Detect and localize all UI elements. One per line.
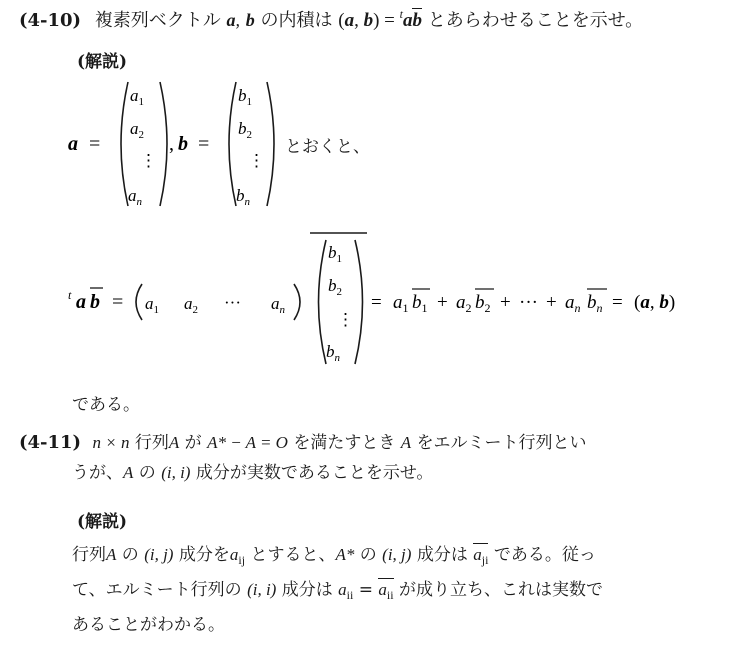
okuto-text: とおくと、	[285, 137, 370, 157]
matrix-A: A	[168, 433, 180, 452]
entry-b2: $b_2$	[328, 276, 342, 298]
subscript: ii	[346, 588, 354, 602]
statement-text: うが、	[72, 463, 123, 483]
index-ij: (i, j)	[382, 545, 412, 564]
paren-left	[121, 82, 128, 206]
paren-right	[294, 284, 300, 320]
paren-left	[136, 284, 142, 320]
statement-text: をエルミート行列とい	[416, 433, 587, 453]
vector-a: a	[226, 10, 236, 30]
vector-b-symbol: b	[90, 291, 100, 313]
entry-an: $a_n$	[128, 186, 142, 208]
equals-sign: =	[112, 291, 124, 313]
equals-sign: =	[89, 133, 101, 155]
text: の	[359, 545, 377, 565]
element-a: a	[378, 580, 387, 599]
row-a2: $a_2$	[184, 294, 198, 316]
equals-sign: =	[371, 292, 382, 313]
inner-product: (a, b) = $^t$ab	[338, 7, 422, 31]
row-an: $a_n$	[271, 294, 285, 316]
statement-text: とあらわせることを示せ。	[427, 10, 644, 31]
row-cdots: ···	[224, 293, 241, 312]
paren-left	[229, 82, 236, 206]
text: の	[121, 545, 139, 565]
entry-bn: $b_n$	[236, 186, 250, 208]
text: である。従っ	[493, 545, 596, 565]
entry-b1: $b_1$	[238, 86, 252, 108]
equals-sign: =	[198, 133, 210, 155]
term-b2: $b_2$	[475, 292, 491, 315]
element-a: a	[473, 545, 482, 564]
subscript: ij	[238, 553, 246, 567]
subscript: ii	[386, 588, 394, 602]
statement-line-1	[19, 428, 719, 458]
element-a: a	[338, 580, 347, 599]
explanation-label: (解説)	[77, 512, 128, 532]
subscript: ji	[481, 553, 489, 567]
index-ii: (i, i)	[247, 580, 277, 599]
matrix-size: n × n	[92, 433, 130, 452]
matrix-A: A	[400, 433, 412, 452]
problem-4-11-statement	[19, 428, 719, 488]
vector-a-symbol: a	[76, 291, 86, 313]
explanation-line-2	[72, 575, 722, 610]
statement-text: を満たすとき	[293, 433, 396, 453]
transpose-t: t	[68, 288, 72, 302]
matrix-A: A	[106, 545, 117, 564]
text: 成分は	[281, 580, 333, 600]
entry-bn: $b_n$	[326, 342, 340, 364]
term-a1: $a_1$	[393, 292, 409, 315]
statement-text: の内積は	[260, 10, 333, 31]
conjugate-aji	[473, 543, 488, 565]
row-a1: $a_1$	[145, 294, 159, 316]
paren-left	[319, 240, 327, 364]
conclusion-text: である。	[72, 395, 140, 415]
entry-a1: $a_1$	[130, 86, 144, 108]
vector-b: b	[245, 10, 255, 30]
problem-number: (4-10)	[19, 10, 82, 31]
problem-number: (4-11)	[19, 432, 82, 453]
conjugate-aii	[378, 578, 393, 600]
explanation-line-1	[72, 540, 722, 575]
entry-vdots: ⋮	[248, 151, 265, 170]
statement-text: 行列	[134, 433, 169, 453]
explanation-text	[72, 540, 722, 640]
paren-right	[267, 82, 274, 206]
paren-right	[160, 82, 167, 206]
text: て、エルミート行列の	[72, 580, 242, 600]
entry-b2: $b_2$	[238, 119, 252, 141]
term-bn: $b_n$	[587, 292, 603, 315]
matrix-A: A	[123, 463, 134, 482]
adjoint-A: A*	[335, 545, 355, 564]
statement-text: の	[138, 463, 156, 483]
statement-line-2	[72, 458, 719, 488]
term-b1: $b_1$	[412, 292, 428, 315]
statement-text: 成分が実数であることを示せ。	[195, 463, 434, 483]
index-ij: (i, j)	[144, 545, 174, 564]
explanation-line-3: あることがわかる。	[72, 615, 225, 635]
paren-right	[355, 240, 363, 364]
term-a2: $a_2$	[456, 292, 472, 315]
statement-text: が	[184, 433, 202, 453]
plus-sign: +	[437, 292, 448, 313]
index-ii: (i, i)	[161, 463, 191, 482]
hermitian-condition: A* − A = O	[207, 433, 288, 452]
plus-sign: +	[500, 292, 511, 313]
text: 成分は	[416, 545, 468, 565]
vector-b-symbol: b	[178, 133, 188, 155]
text: が成り立ち、これは実数で	[398, 580, 603, 600]
statement-text: 複素列ベクトル	[94, 10, 221, 31]
term-an: $a_n$	[565, 292, 581, 315]
text: 成分を	[178, 545, 230, 565]
entry-vdots: ⋮	[337, 310, 354, 329]
product-expression	[60, 226, 700, 372]
entry-vdots: ⋮	[140, 151, 157, 170]
entry-a2: $a_2$	[130, 119, 144, 141]
text: とすると、	[250, 545, 336, 565]
inner-product-result: (a, b)	[634, 292, 676, 313]
element-a: a	[229, 545, 239, 564]
comma: ,	[169, 133, 174, 155]
text: 行列	[72, 545, 106, 565]
equals-sign: =	[358, 580, 373, 600]
cdots: ···	[519, 292, 538, 313]
explanation-label: (解説)	[77, 52, 128, 72]
vector-a-symbol: a	[68, 133, 78, 155]
entry-b1: $b_1$	[328, 243, 342, 265]
plus-sign: +	[546, 292, 557, 313]
equals-sign: =	[612, 292, 623, 313]
problem-4-10-statement: (4-10) 複素列ベクトル a, b の内積は (a, b) = $^t$ab とあらわせることを示せ。	[19, 7, 644, 31]
